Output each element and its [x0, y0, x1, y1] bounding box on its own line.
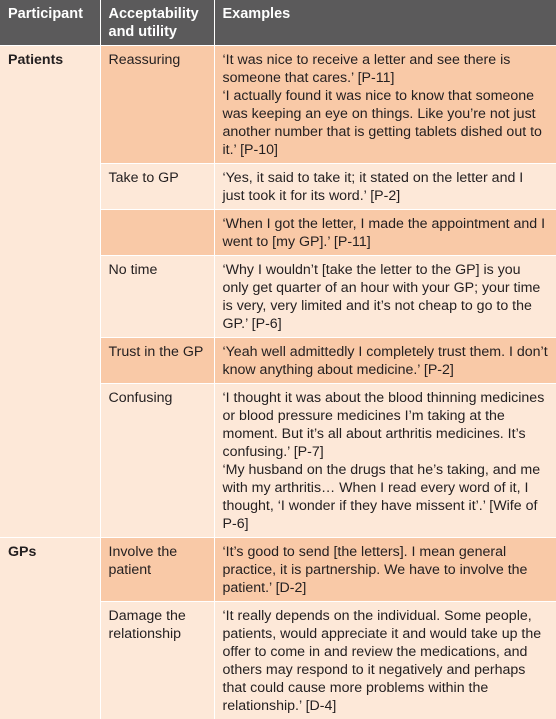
header-row: [0, 0, 556, 46]
theme-cell: Trust in the GP: [100, 338, 214, 384]
quote: ‘Yeah well admittedly I completely trust them. I don’t know anything about medicine.’ [P-2]: [223, 343, 549, 379]
quote: ‘Yes, it said to take it; it stated on the letter and I just took it for its word.’ [P-2]: [223, 169, 549, 205]
quote: ‘It was nice to receive a letter and see there is someone that cares.’ [P-11]: [223, 51, 549, 87]
header-acceptability: Acceptability and utility: [100, 0, 214, 46]
examples-cell: [214, 384, 556, 538]
theme-cell: Confusing: [100, 384, 214, 538]
header-participant: Participant: [0, 0, 100, 46]
theme-cell: Involve the patient: [100, 538, 214, 602]
quote: ‘Why I wouldn’t [take the letter to the GP] is you only get quarter of an hour with your GP; your time is very, very limited and it’s not cheap to go to the GP.’ [P-6]: [223, 261, 549, 333]
participant-cell: Patients: [0, 46, 100, 538]
quote: ‘It really depends on the individual. Some people, patients, would appreciate it and would take up the offer to come in and review the medications, and others may respond to it negatively and perhaps that could cause more problems within the relationship.’ [D-4]: [223, 607, 549, 715]
examples-cell: [214, 338, 556, 384]
theme-cell: Reassuring: [100, 46, 214, 164]
header-examples: Examples: [214, 0, 556, 46]
examples-cell: [214, 46, 556, 164]
examples-cell: [214, 538, 556, 602]
examples-cell: [214, 164, 556, 210]
theme-cell: [100, 210, 214, 256]
table-row: [0, 46, 556, 164]
examples-cell: [214, 210, 556, 256]
quote: ‘I actually found it was nice to know that someone was keeping an eye on things. Like you’re not just another number that is getting tablets dished out to it.’ [P-10]: [223, 87, 549, 159]
participant-cell: GPs: [0, 538, 100, 719]
examples-cell: [214, 256, 556, 338]
theme-cell: Take to GP: [100, 164, 214, 210]
quote: ‘My husband on the drugs that he’s taking, and me with my arthritis… When I read every word of it, I thought, ‘I wonder if they have missent it’.’ [Wife of P-6]: [223, 461, 549, 533]
examples-cell: [214, 602, 556, 719]
quote: ‘I thought it was about the blood thinning medicines or blood pressure medicines I’m taking at the moment. But it’s all about arthritis medicines. It’s confusing.’ [P-7]: [223, 389, 549, 461]
theme-cell: Damage the relationship: [100, 602, 214, 719]
quote: ‘When I got the letter, I made the appointment and I went to [my GP].’ [P-11]: [223, 215, 549, 251]
quote: ‘It’s good to send [the letters]. I mean general practice, it is partnership. We have to involve the patient.’ [D-2]: [223, 543, 549, 597]
theme-cell: No time: [100, 256, 214, 338]
table-row: [0, 538, 556, 602]
